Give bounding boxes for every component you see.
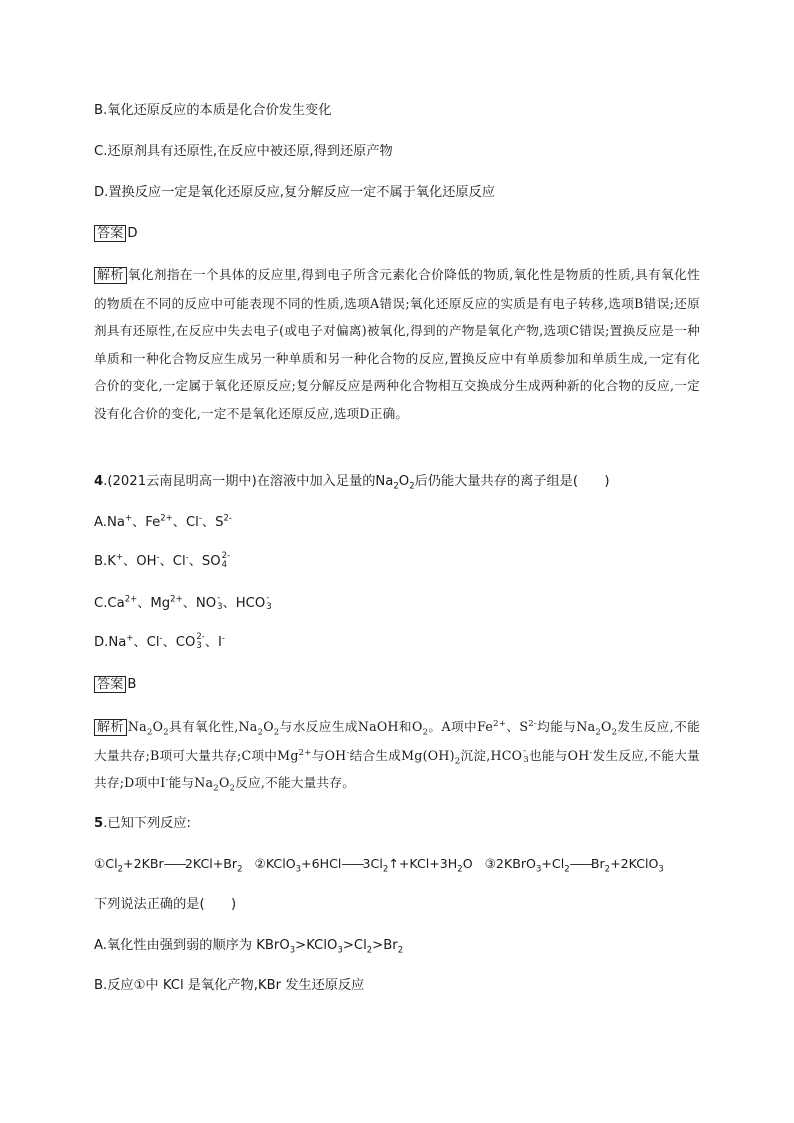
q5-stem (94, 814, 191, 834)
q3-option-d: D.置换反应一定是氧化还原反应,复分解反应一定不属于氧化还原反应 (94, 185, 495, 200)
answer-value: B (127, 677, 137, 692)
subscript: 2 (409, 481, 415, 492)
q3-answer (94, 224, 138, 244)
q5-reactions: $①Cl_2+2KBr——2KCl+Br_2$ $②KClO_3+6HCl——3Cl_2↑+KCl+3H_2O$ $③2KBrO_3+Cl_2——Br_2+2KClO_3$ (94, 856, 664, 875)
q5-stem-text: .已知下列反应: (103, 816, 191, 831)
q3-option-c: C.还原剂具有还原性,在反应中被还原,得到还原产物 (94, 144, 393, 159)
answer-tag: 答案 (94, 225, 126, 242)
q4-stem-text: O (398, 474, 410, 489)
q5-prompt: 下列说法正确的是( ) (94, 897, 237, 912)
q4-stem-text: .(2021云南昆明高一期中)在溶液中加入足量的Na (103, 474, 394, 489)
q4-explanation: 解析 $Na_2O_2$具有氧化性$,Na_2O_2$与水反应生成NaOH和$O_2$。A项中$Fe^{2+}$、$S^{2-}$均能与$Na_2O_2$发生反应,不能大量共存;B项可大量共存;C项中$Mg^{2+}$与OH-结合生成$Mg(OH)_2$沉淀,HCO - 3 也能与OH-发生反应,不能大量共存;D项中I-能与$Na_2O_2$反应,不能大量共存。 (94, 718, 700, 794)
q4-stem-text: 后仍能大量共存的离子组是( ) (414, 474, 610, 489)
q4-answer (94, 675, 136, 695)
q5-option-b: B.反应①中 KCl 是氧化产物,KBr 发生还原反应 (94, 978, 365, 993)
q4-option-b: B.K+、OH-、Cl-、SO 2- 4 (94, 551, 231, 570)
q5-option-a: A.氧化性由强到弱的顺序为 $KBrO_3>KClO_3>Cl_2>Br_2$ (94, 938, 404, 956)
q4-option-c: $C.Ca^{2+}$、$Mg^{2+}$、NO - 3 、HCO - 3 (94, 593, 272, 612)
q3-explanation (94, 261, 700, 428)
explain-tag: 解析 (94, 719, 127, 736)
answer-tag: 答案 (94, 676, 126, 693)
subscript: 2 (393, 481, 399, 492)
answer-value: D (127, 226, 138, 241)
q4-option-a: A.Na+、$Fe^{2+}$、Cl-、$S^{2-}$ (94, 513, 232, 530)
explain-text: 氧化剂指在一个具体的反应里,得到电子所含元素化合价降低的物质,氧化性是物质的性质,具有氧化性的物质在不同的反应中可能表现不同的性质,选项A错误;氧化还原反应的实质是有电子转移,选项B错误;还原剂具有还原性,在反应中失去电子(或电子对偏离)被氧化,得到的产物是氧化产物,选项C错误;置换反应是一种单质和一种化合物反应生成另一种单质和另一种化合物的反应,置换反应中有单质参加和单质生成,一定有化合价的变化,一定属于氧化还原反应;复分解反应是两种化合物相互交换成分生成两种新的化合物的反应,一定没有化合价的变化,一定不是氧化还原反应,选项D正确。 (94, 267, 700, 421)
q3-option-b: B.氧化还原反应的本质是化合价发生变化 (94, 103, 332, 118)
question-number: 4 (94, 474, 104, 489)
q4-option-d: D.Na+、Cl-、CO 2- 3 、I- (94, 632, 225, 651)
q4-stem (94, 472, 610, 492)
explain-tag: 解析 (94, 267, 127, 284)
question-number: 5 (94, 816, 104, 831)
